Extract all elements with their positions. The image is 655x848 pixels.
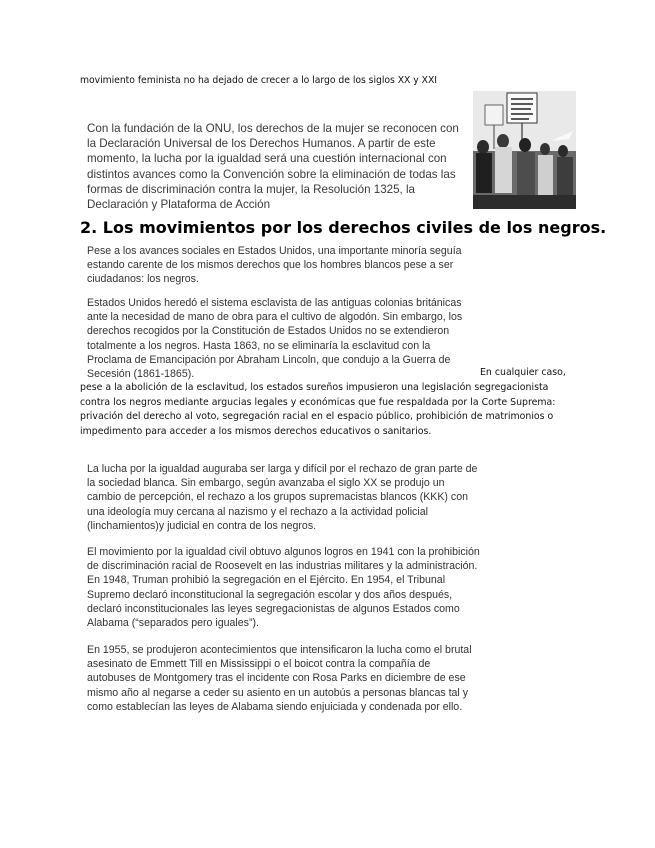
onu-paragraph (87, 121, 467, 212)
paragraph-slavery (87, 296, 475, 381)
paragraph-struggle-text: La lucha por la igualdad auguraba ser larga y difícil por el rechazo de gran parte de la sociedad blanca. Sin embargo, según avanzaba el siglo XX se produjo un cambio de percepción, el rechazo a los grupos supremacistas blancos (KKK) con una ideología muy cercana al nazismo y el rechazo a la actividad policial (linchamientos)y judicial en contra de los negros. (87, 463, 478, 532)
paragraph-minority (87, 244, 475, 287)
dense-start: En cualquier caso, (480, 367, 566, 378)
protest-photo (473, 91, 576, 209)
intro-line: movimiento feminista no ha dejado de crecer a lo largo de los siglos XX y XXI (80, 75, 437, 86)
paragraph-slavery-text: Estados Unidos heredó el sistema esclavista de las antiguas colonias británicas ante la necesidad de mano de obra para el cultivo de algodón. Sin embargo, los derechos recogidos por la Constitución de Estados Unidos no se extendieron totalmente a los negros. Hasta 1863, no se eliminaría la esclavitud con la Proclama de Emancipación por Abraham Lincoln, que condujo a la Guerra de Secesión (1861-1865). (87, 297, 463, 381)
paragraph-achievements-text: El movimiento por la igualdad civil obtuvo algunos logros en 1941 con la prohibición de discriminación racial de Roosevelt en las industrias militares y la administración. En 1948, Truman prohibió la segregación en el Ejército. En 1954, el Tribunal Supremo declaró inconstitucional la segregación escolar y dos años después, declaró inconstitucionales las leyes segregacionistas de algunos Estados como Alabama (“separados pero iguales”). (87, 546, 480, 630)
onu-paragraph-text: Con la fundación de la ONU, los derechos de la mujer se reconocen con la Declaración Universal de los Derechos Humanos. A partir de este momento, la lucha por la igualdad será una cuestión internacional con distintos avances como la Convención sobre la eliminación de todas las formas de discriminación contra la mujer, la Resolución 1325, la Declaración y Plataforma de Acción (87, 122, 459, 212)
paragraph-minority-text: Pese a los avances sociales en Estados Unidos, una importante minoría seguía estando carente de los mismos derechos que los hombres blancos pese a ser ciudadanos: los negros. (87, 245, 462, 286)
paragraph-achievements (87, 545, 482, 630)
paragraph-1955 (87, 643, 475, 714)
section-heading: 2. Los movimientos por los derechos civiles de los negros. (80, 218, 607, 237)
dense-paragraph-text: pese a la abolición de la esclavitud, los estados sureños impusieron una legislación segregacionista contra los negros mediante argucias legales y económicas que fue respaldada por la Corte Suprema: privación del derecho al voto, segregación racial en el espacio público, prohibición de matrimonios o impedimento para acceder a los mismos derechos educativos o sanitarios. (80, 382, 556, 438)
paragraph-1955-text: En 1955, se produjeron acontecimientos que intensificaron la lucha como el brutal asesinato de Emmett Till en Mississippi o el boicot contra la compañía de autobuses de Montgomery tras el incidente con Rosa Parks en diciembre de ese mismo año al negarse a ceder su asiento en un autobús a personas blancas tal y como establecían las leyes de Alabama siendo enjuiciada y condenada por ello. (87, 644, 472, 713)
protest-photo-illustration (473, 91, 576, 209)
paragraph-struggle (87, 462, 479, 533)
dense-paragraph (80, 381, 578, 440)
